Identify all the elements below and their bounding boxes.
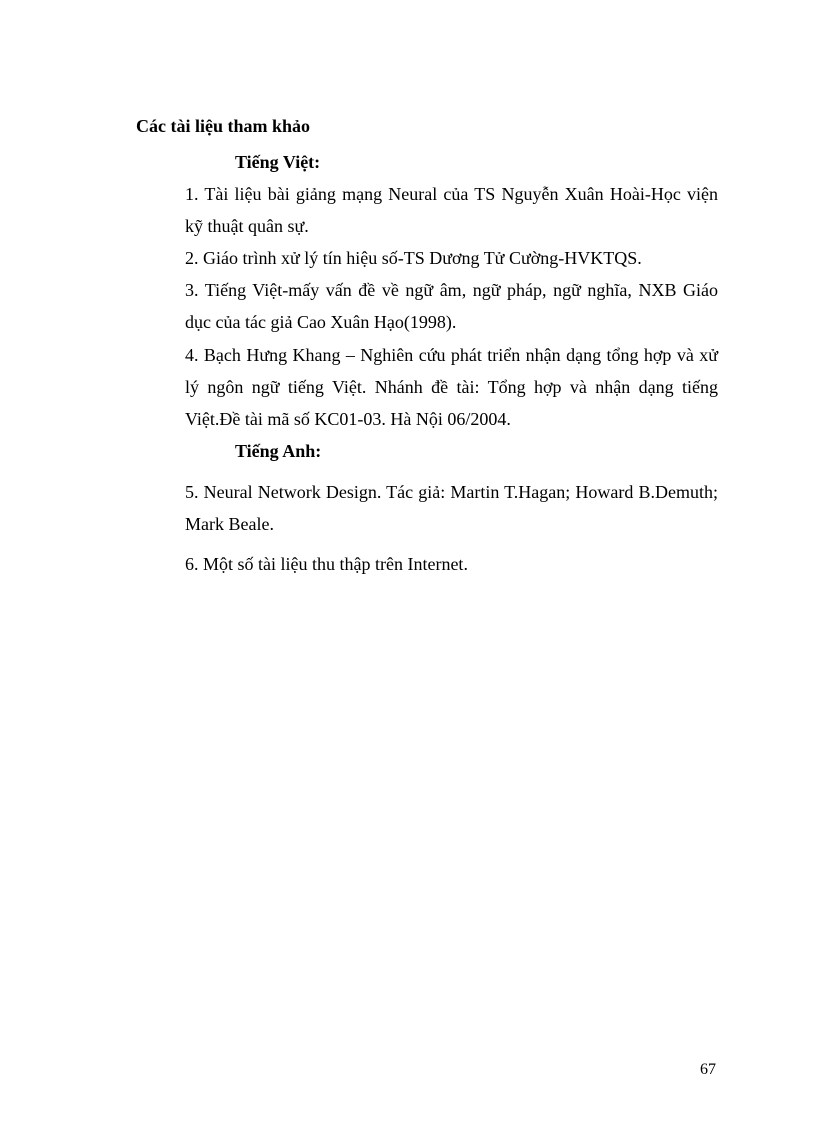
reference-item-2: 2. Giáo trình xử lý tín hiệu số-TS Dương Tử Cường-HVKTQS. [185, 248, 642, 268]
page-number: 67 [700, 1061, 716, 1078]
reference-item-3: 3. Tiếng Việt-mấy vấn đề về ngữ âm, ngữ pháp, ngữ nghĩa, NXB Giáo dục của tác giả Cao Xuân Hạo(1998). [185, 280, 718, 332]
section-title-english: Tiếng Anh: [235, 441, 322, 461]
reference-item-4: 4. Bạch Hưng Khang – Nghiên cứu phát triển nhận dạng tổng hợp và xử lý ngôn ngữ tiếng Việt. Nhánh đề tài: Tổng hợp và nhận dạng tiếng Việt.Đề tài mã số KC01-03. Hà Nội 06/2004. [185, 345, 718, 429]
reference-item-6: 6. Một số tài liệu thu thập trên Internet. [185, 554, 468, 574]
references-heading: Các tài liệu tham khảo [136, 116, 311, 136]
reference-item-5: 5. Neural Network Design. Tác giả: Martin T.Hagan; Howard B.Demuth; Mark Beale. [185, 482, 718, 534]
section-title-vietnamese: Tiếng Việt: [235, 152, 321, 172]
reference-item-1: 1. Tài liệu bài giảng mạng Neural của TS Nguyễn Xuân Hoài-Học viện kỹ thuật quân sự. [185, 184, 718, 236]
